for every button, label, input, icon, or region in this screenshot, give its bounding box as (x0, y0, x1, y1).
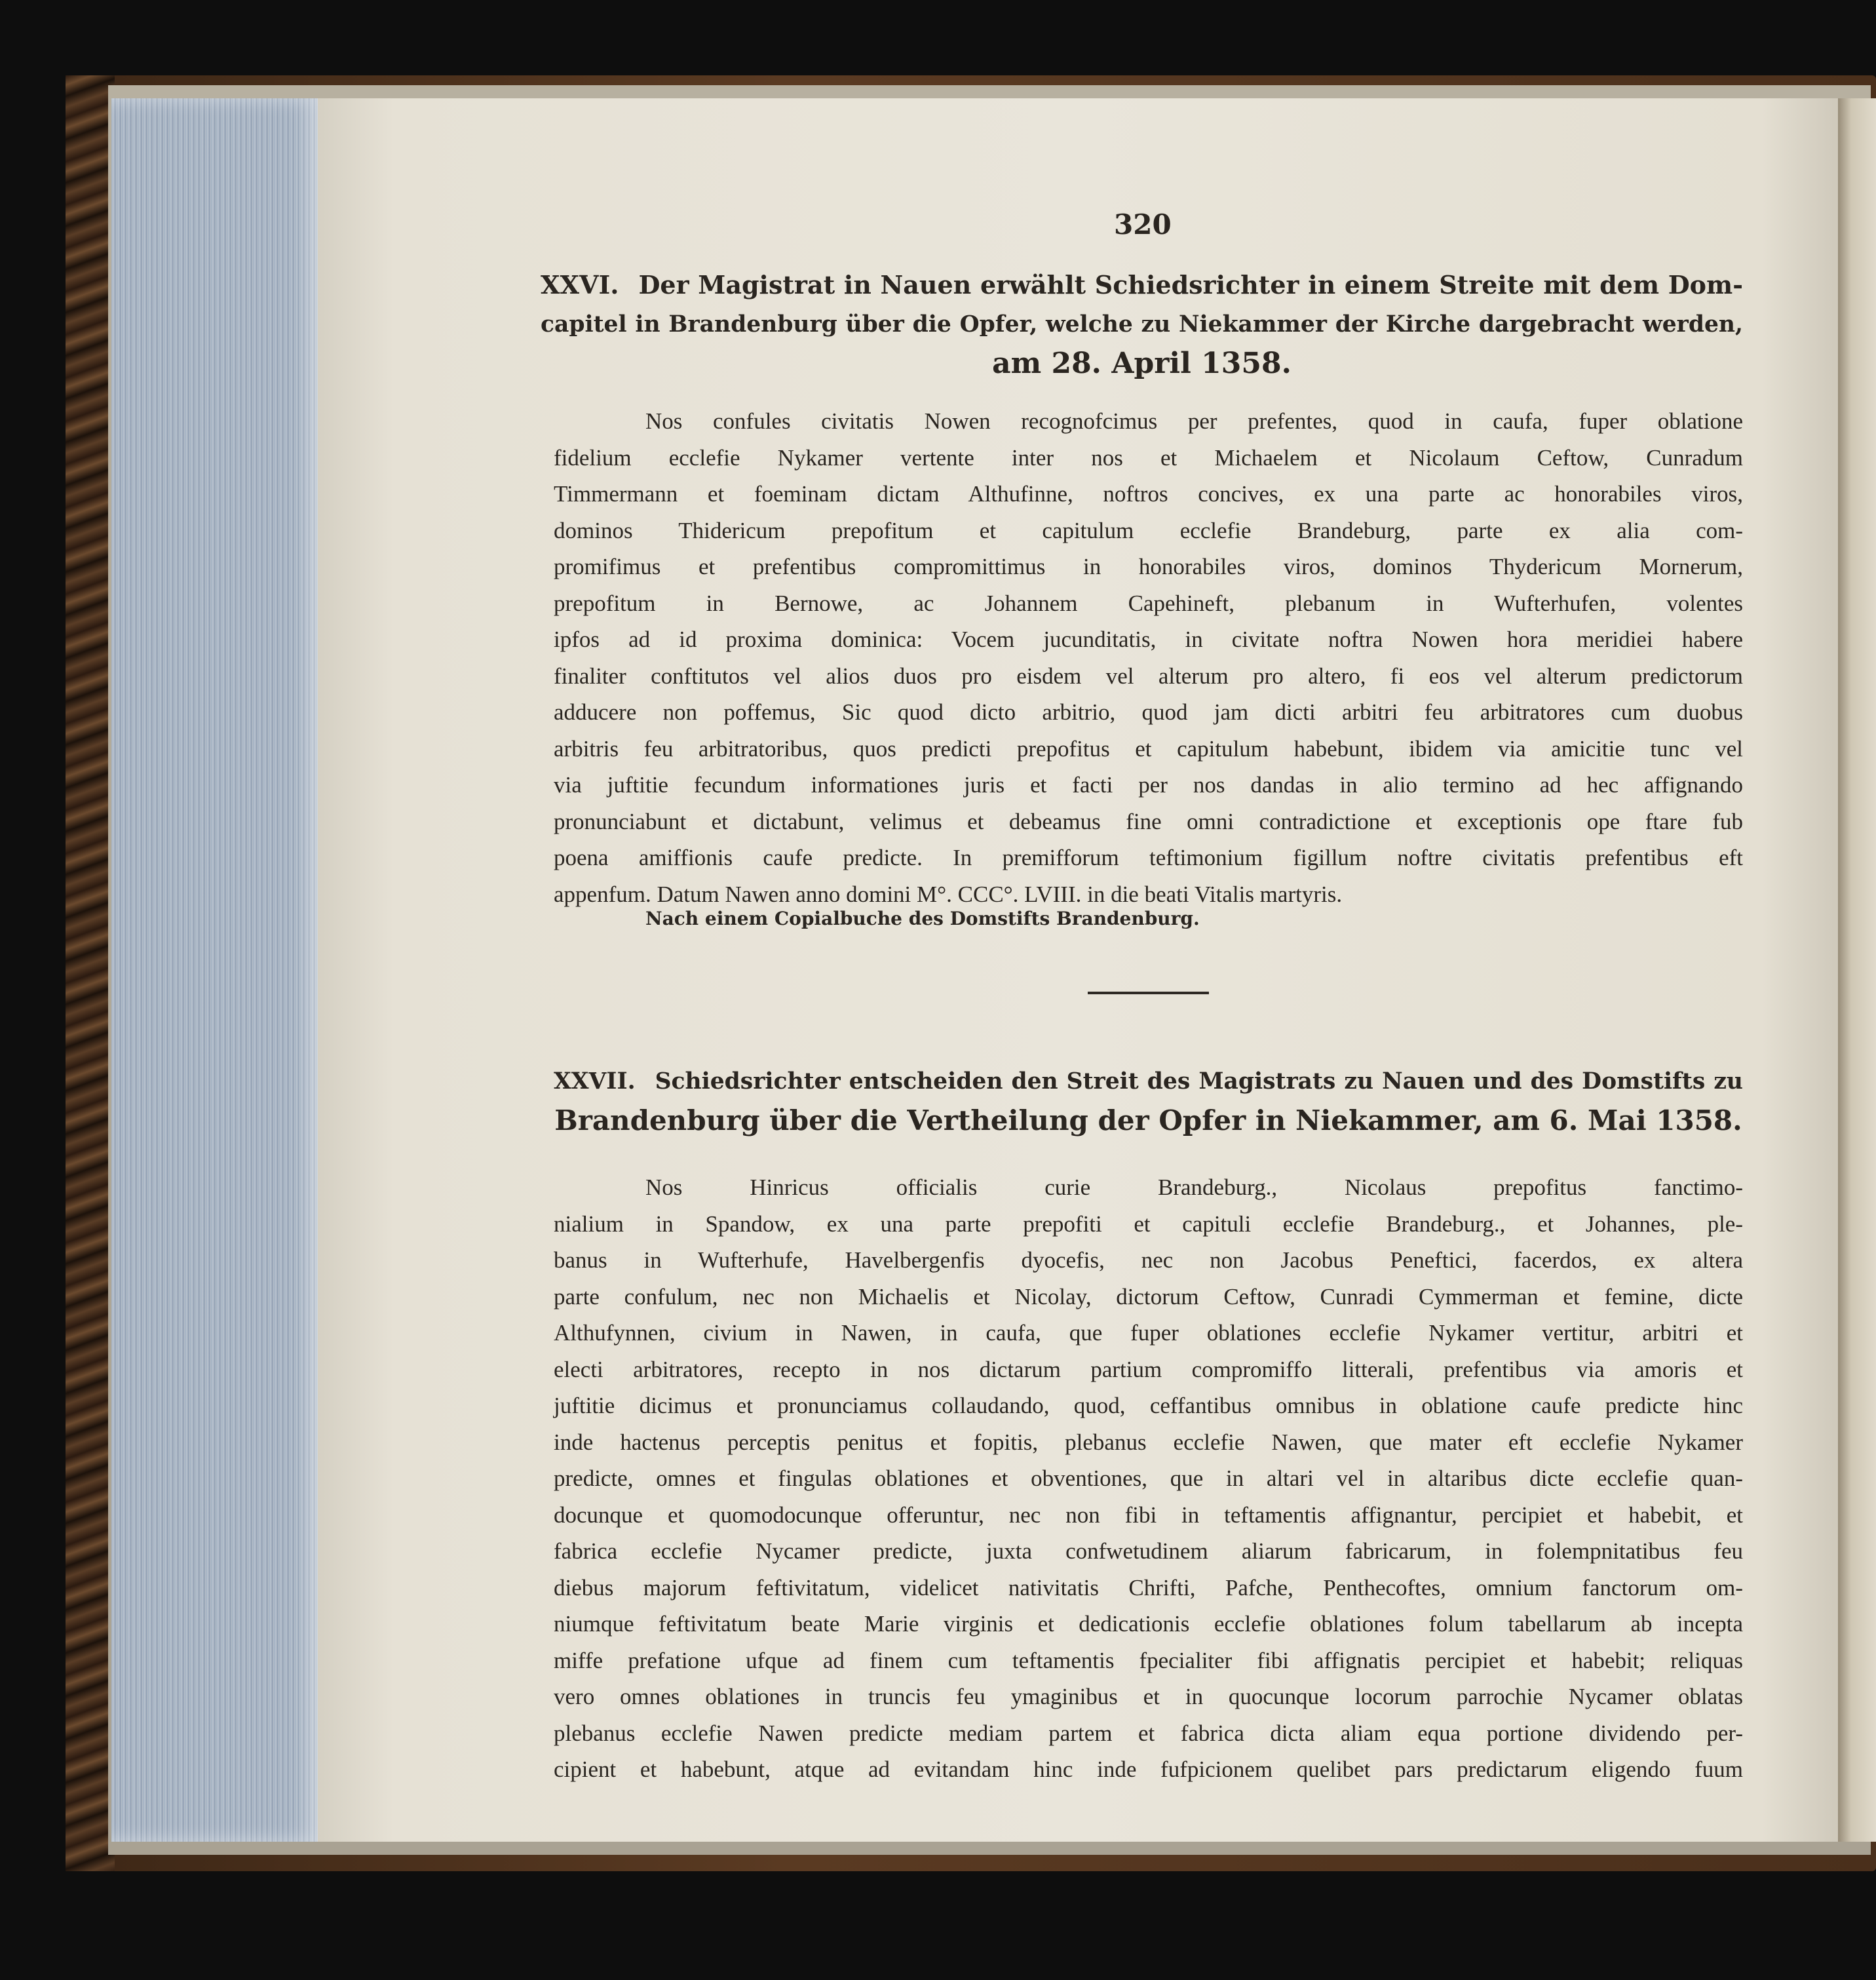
doc2-number: XXVII. (554, 1068, 636, 1095)
body-line: nialium in Spandow, ex una parte prepofiti et capituli ecclefie Brandeburg., et Johannes, ple- (554, 1211, 1743, 1237)
body-line: electi arbitratores, recepto in nos dictarum partium compromiffo litterali, prefentibus via amoris et (554, 1356, 1743, 1382)
body-line: Nos confules civitatis Nowen recognofcimus per prefentes, quod in caufa, fuper oblatione (645, 408, 1743, 434)
doc1-body (554, 403, 1743, 912)
body-line: fidelium ecclefie Nykamer vertente inter nos et Michaelem et Nicolaum Ceftow, Cunradum (554, 444, 1743, 471)
doc1-heading-line-1: XXVI. Der Magistrat in Nauen erwählt Schiedsrichter in einem Streite mit dem Dom- (541, 270, 1743, 300)
body-line: promifimus et prefentibus compromittimus in honorabiles viros, dominos Thydericum Mornerum, (554, 554, 1743, 579)
doc1-source-note: Nach einem Copialbuche des Domstifts Brandenburg. (645, 908, 1200, 929)
body-line: banus in Wufterhufe, Havelbergenfis dyocefis, nec non Jacobus Peneftici, facerdos, ex altera (554, 1247, 1743, 1273)
facing-page-edge (1835, 98, 1876, 1842)
body-line: Timmermann et foeminam dictam Althufinne, noftros concives, ex una parte ac honorabiles viros, (554, 481, 1743, 507)
doc2-heading-line-1: XXVII. Schiedsrichter entscheiden den Streit des Magistrats zu Nauen und des Domstifts zu (554, 1068, 1743, 1095)
body-line: niumque feftivitatum beate Marie virginis et dedicationis ecclefie oblationes folum tabellarum ab incepta (554, 1611, 1743, 1637)
body-line: ipfos ad id proxima dominica: Vocem jucunditatis, in civitate noftra Nowen hora meridiei habere (554, 627, 1743, 652)
page-number: 320 (1114, 208, 1172, 241)
body-line: predicte, omnes et fingulas oblationes et obventiones, que in altari vel in altaribus dicte ecclefie quan- (554, 1466, 1743, 1491)
body-line: adducere non poffemus, Sic quod dicto arbitrio, quod jam dicti arbitri feu arbitratores cum duobus (554, 699, 1743, 725)
marbled-board (66, 75, 115, 1871)
body-line: vero omnes oblationes in truncis feu ymaginibus et in quocunque locorum parrochie Nycamer oblatas (554, 1684, 1743, 1709)
doc2-body (554, 1169, 1743, 1788)
page-edges (111, 98, 321, 1842)
body-line: cipient et habebunt, atque ad evitandam hinc inde fufpicionem quelibet pars predictarum eligendo fuum (554, 1757, 1743, 1782)
body-line: fabrica ecclefie Nycamer predicte, juxta confwetudinem aliarum fabricarum, in folempnitatibus feu (554, 1538, 1743, 1564)
body-line: appenfum. Datum Nawen anno domini M°. CCC°. LVIII. in die beati Vitalis martyris. (554, 881, 1343, 907)
body-line: finaliter conftitutos vel alios duos pro eisdem vel alterum pro altero, fi eos vel alterum predictorum (554, 663, 1743, 689)
doc2-heading-line-2: Brandenburg über die Vertheilung der Opfer in Niekammer, am 6. Mai 1358. (554, 1104, 1742, 1136)
body-line: diebus majorum feftivitatum, videlicet nativitatis Chrifti, Pafche, Penthecoftes, omnium fanctorum om- (554, 1574, 1743, 1601)
doc1-heading-line-3: am 28. April 1358. (992, 347, 1292, 380)
body-line: Nos Hinricus officialis curie Brandeburg., Nicolaus prepofitus fanctimo- (645, 1174, 1743, 1200)
body-line: via juftitie fecundum informationes juris et facti per nos dandas in alio termino ad hec affignando (554, 772, 1743, 798)
body-line: parte confulum, nec non Michaelis et Nicolay, dictorum Ceftow, Cunradi Cymmerman et femine, dicte (554, 1283, 1743, 1310)
doc1-number: XXVI. (541, 270, 619, 300)
body-line: docunque et quomodocunque offeruntur, nec non fibi in teftamentis affignantur, percipiet et habebit, et (554, 1502, 1743, 1528)
body-line: arbitris feu arbitratoribus, quos predicti prepofitus et capitulum habebunt, ibidem via amicitie tunc vel (554, 735, 1743, 762)
doc2-heading (554, 1062, 1743, 1140)
body-line: prepofitum in Bernowe, ac Johannem Capehineft, plebanum in Wufterhufen, volentes (554, 590, 1743, 616)
body-line: juftitie dicimus et pronunciamus collaudando, quod, ceffantibus omnibus in oblatione caufe predicte hinc (554, 1393, 1743, 1418)
doc1-heading (541, 265, 1743, 383)
body-line: plebanus ecclefie Nawen predicte mediam partem et fabrica dicta aliam equa portione dividendo per- (554, 1720, 1743, 1746)
section-divider (1088, 992, 1209, 994)
body-line: Althufynnen, civium in Nawen, in caufa, que fuper oblationes ecclefie Nykamer vertitur, arbitri et (554, 1320, 1743, 1346)
body-line: pronunciabunt et dictabunt, velimus et debeamus fine omni contradictione et exceptionis ope ftare fub (554, 808, 1743, 834)
body-line: poena amiffionis caufe predicte. In premifforum teftimonium figillum noftre civitatis prefentibus eft (554, 845, 1743, 870)
body-line: miffe prefatione ufque ad finem cum teftamentis fpecialiter fibi affignatis percipiet et habebit; reliquas (554, 1647, 1743, 1673)
body-line: dominos Thidericum prepofitum et capitulum ecclefie Brandeburg, parte ex alia com- (554, 517, 1743, 543)
doc1-heading-line-2: capitel in Brandenburg über die Opfer, welche zu Niekammer der Kirche dargebracht werden, (541, 311, 1743, 338)
body-line: inde hactenus perceptis penitus et fopitis, plebanus ecclefie Nawen, que mater eft ecclefie Nykamer (554, 1429, 1743, 1455)
